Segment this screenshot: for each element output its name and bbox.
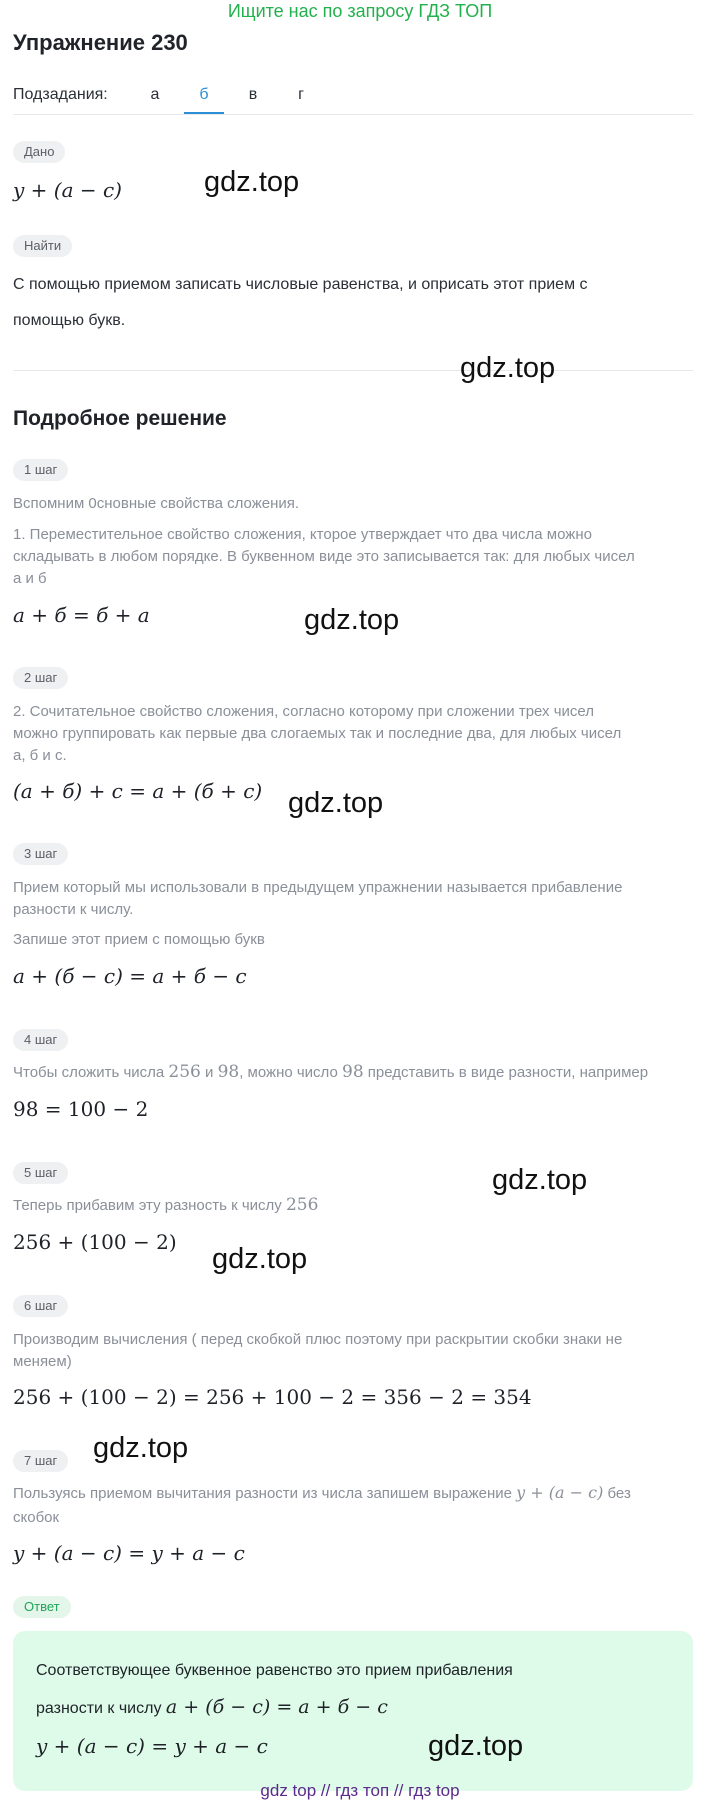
tab-a[interactable]: а	[150, 86, 160, 103]
tab-b[interactable]: б	[199, 86, 209, 103]
step-text: Прием который мы использовали в предыдущем упражнении называется прибавление	[13, 879, 623, 896]
watermark: gdz.top	[460, 352, 556, 384]
given-formula: y + (a − c)	[13, 178, 122, 202]
step-formula: 98 = 100 − 2	[13, 1097, 149, 1121]
solution-title: Подробное решение	[13, 407, 227, 430]
answer-badge: Ответ	[13, 1596, 71, 1618]
page-title: Упражнение 230	[13, 30, 188, 55]
step-formula: a + б = б + a	[13, 603, 150, 627]
tabs-divider	[13, 114, 693, 115]
step-text: 1. Переместительное свойство сложения, кторое утверждает что два числа можно	[13, 526, 592, 543]
step-text: можно группировать как первые два слогаемых так и последние два, для любых чисел	[13, 725, 622, 742]
step-text: складывать в любом порядке. В буквенном виде это записывается так: для любых чисел	[13, 548, 635, 565]
step-text: Пользуясь приемом вычитания разности из числа запишем выражение y + (a − c) без	[13, 1483, 631, 1502]
step-text: а и б	[13, 570, 47, 587]
watermark: gdz.top	[304, 604, 400, 636]
answer-formula: y + (a − c) = y + a − c	[36, 1734, 268, 1758]
watermark: gdz.top	[204, 166, 300, 198]
tab-g[interactable]: г	[298, 86, 304, 103]
step-badge: 7 шаг	[13, 1450, 68, 1472]
active-tab-indicator	[184, 112, 224, 114]
step-text: Чтобы сложить числа 256 и 98, можно число 98 представить в виде разности, например	[13, 1062, 649, 1082]
step-badge: 6 шаг	[13, 1295, 68, 1317]
step-formula: y + (a − c) = y + a − c	[13, 1541, 245, 1565]
tab-v[interactable]: в	[248, 86, 258, 103]
answer-text-line-2: разности к числу a + (б − c) = a + б − c	[36, 1696, 388, 1718]
step-badge: 4 шаг	[13, 1029, 68, 1051]
find-badge: Найти	[13, 235, 72, 257]
subtasks-label: Подзадания:	[13, 86, 108, 103]
step-text: Производим вычисления ( перед скобкой плюс поэтому при раскрытии скобки знаки не	[13, 1331, 623, 1348]
step-text: разности к числу.	[13, 901, 134, 918]
step-badge: 5 шаг	[13, 1162, 68, 1184]
step-text: скобок	[13, 1509, 60, 1526]
step-text: меняем)	[13, 1353, 72, 1370]
search-banner: Ищите нас по запросу ГДЗ ТОП	[227, 1, 493, 21]
step-formula: a + (б − c) = a + б − c	[13, 964, 247, 988]
step-text: 2. Сочитательное свойство сложения, согласно которому при сложении трех чисел	[13, 703, 595, 720]
find-text-line-1: С помощью приемом записать числовые равенства, и оприсать этот прием с	[13, 276, 588, 293]
watermark: gdz.top	[212, 1243, 308, 1275]
section-divider	[13, 370, 693, 371]
given-badge: Дано	[13, 141, 65, 163]
step-badge: 2 шаг	[13, 667, 68, 689]
step-text: Вспомним 0сновные свойства сложения.	[13, 495, 300, 512]
step-text: Теперь прибавим эту разность к числу 256	[13, 1195, 319, 1215]
watermark: gdz.top	[93, 1432, 189, 1464]
step-formula: 256 + (100 − 2)	[13, 1230, 177, 1254]
step-badge: 3 шаг	[13, 843, 68, 865]
footer-links[interactable]: gdz top // гдз топ // гдз top	[260, 1781, 460, 1800]
find-text-line-2: помощью букв.	[13, 312, 126, 329]
watermark: gdz.top	[492, 1164, 588, 1196]
step-formula: (a + б) + c = a + (б + c)	[13, 779, 263, 803]
answer-text-line-1: Соответствующее буквенное равенство это прием прибавления	[36, 1662, 513, 1679]
step-text: а, б и с.	[13, 747, 67, 764]
step-text: Запише этот прием с помощью букв	[13, 931, 265, 948]
step-formula: 256 + (100 − 2) = 256 + 100 − 2 = 356 − 2 = 354	[13, 1385, 532, 1409]
step-badge: 1 шаг	[13, 459, 68, 481]
watermark: gdz.top	[288, 787, 384, 819]
watermark: gdz.top	[428, 1730, 524, 1762]
